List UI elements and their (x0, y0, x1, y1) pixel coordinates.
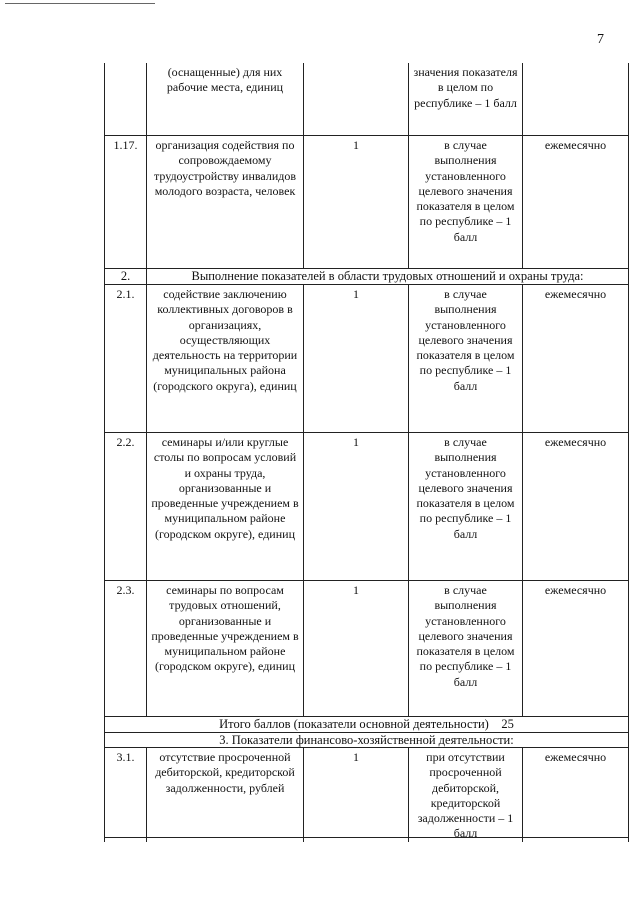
page-number: 7 (597, 32, 604, 47)
cell-indicator: содействие заключению коллективных договоров в организациях, осуществляющих деятельность на территории муниципальных района (городского округа), единиц (146, 284, 303, 432)
section-row (104, 268, 629, 284)
table-row (104, 580, 629, 716)
cell-num: 1.17. (104, 135, 146, 268)
cell-score: 1 (303, 135, 408, 268)
cell-period: ежемесячно (522, 135, 629, 268)
top-rule (5, 3, 155, 4)
cell-num (104, 63, 146, 135)
cell-criteria: в случае выполнения установленного целевого значения показателя в целом по республике – 1 балл (408, 432, 522, 580)
cell-num: 2.1. (104, 284, 146, 432)
section-row (104, 732, 629, 747)
cell-indicator: семинары и/или круглые столы по вопросам условий и охраны труда, организованные и проведенные учреждением в муниципальном районе (городском округе), единиц (146, 432, 303, 580)
cell-criteria: в случае выполнения установленного целевого значения показателя в целом по республике – 1 балл (408, 284, 522, 432)
total-row (104, 716, 629, 732)
table-row (104, 747, 629, 841)
cell-score (303, 63, 408, 135)
cell-indicator: отсутствие просроченной дебиторской, кредиторской задолженности, рублей (146, 747, 303, 842)
cell-score: 1 (303, 747, 408, 842)
cell-score: 1 (303, 432, 408, 580)
cell-period: ежемесячно (522, 747, 629, 842)
cell-period: ежемесячно (522, 580, 629, 716)
cell-score: 1 (303, 284, 408, 432)
cell-criteria: при отсутствии просроченной дебиторской, кредиторской задолженности – 1 балл (408, 747, 522, 842)
cell-score: 1 (303, 580, 408, 716)
cell-num: 3.1. (104, 747, 146, 842)
table-row-continuation (104, 63, 629, 135)
cell-period: ежемесячно (522, 432, 629, 580)
cell-criteria: в случае выполнения установленного целевого значения показателя в целом по республике – 1 балл (408, 135, 522, 268)
cell-num: 2. (104, 268, 146, 284)
cell-criteria: значения показателя в целом по республике – 1 балл (408, 63, 522, 135)
cell-indicator: семинары по вопросам трудовых отношений, организованные и проведенные учреждением в муниципальном районе (городском округе), единиц (146, 580, 303, 716)
cell-num: 2.3. (104, 580, 146, 716)
section-title: 3. Показатели финансово-хозяйственной деятельности: (104, 732, 629, 748)
table-row (104, 284, 629, 432)
cell-criteria: в случае выполнения установленного целевого значения показателя в целом по республике – 1 балл (408, 580, 522, 716)
table-bottom-border (104, 837, 629, 838)
table-row (104, 432, 629, 580)
total-text: Итого баллов (показатели основной деятельности) 25 (104, 716, 629, 732)
cell-num: 2.2. (104, 432, 146, 580)
section-title: Выполнение показателей в области трудовых отношений и охраны труда: (146, 268, 629, 284)
cell-indicator: организация содействия по сопровождаемому трудоустройству инвалидов молодого возраста, человек (146, 135, 303, 268)
table-row (104, 135, 629, 268)
cell-period (522, 63, 629, 135)
cell-period: ежемесячно (522, 284, 629, 432)
cell-indicator: (оснащенные) для них рабочие места, единиц (146, 63, 303, 135)
